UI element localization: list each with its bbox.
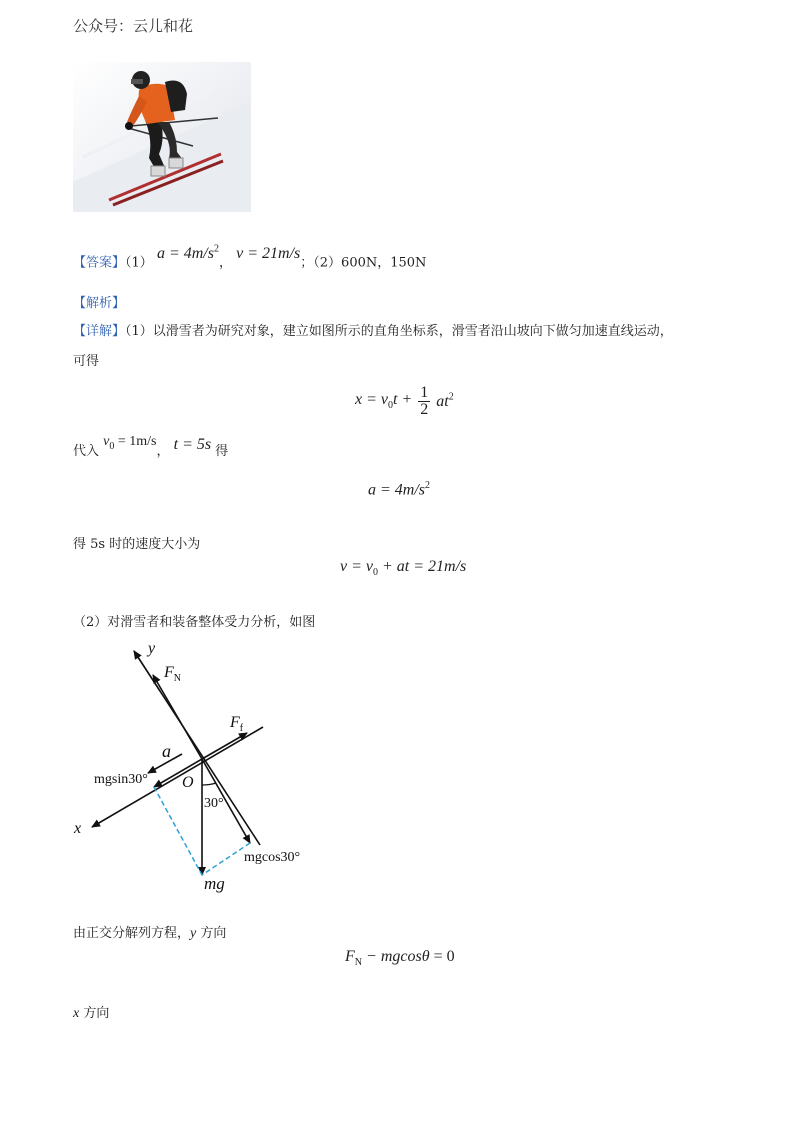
detail-tag: 【详解】 xyxy=(73,324,126,339)
friction-label: $F_f$ xyxy=(230,714,244,734)
normal-force-label: $F_N$ xyxy=(164,664,182,684)
detail-line-4: （2）对滑雪者和装备整体受力分析，如图 xyxy=(73,615,316,630)
equation-acceleration: $a = 4m/s^2$ xyxy=(368,480,431,499)
origin-label: O xyxy=(182,774,194,791)
detail-line-1: 【详解】（1）以滑雪者为研究对象，建立如图所示的直角坐标系，滑雪者沿山坡向下做匀加速直线运动， xyxy=(73,324,673,339)
answer-part2-value: 600N，150N xyxy=(341,255,427,271)
normal-force-arrow xyxy=(153,675,202,759)
friction-arrow xyxy=(202,733,247,759)
substitute-line: 代入 $v_0 = 1m/s$， t = 5s 得 xyxy=(73,434,229,459)
equation-velocity: $v = v_0$ + at = 21m/s xyxy=(340,558,467,579)
answer-part1-label: （1） xyxy=(125,255,153,271)
answer-velocity-eq: v = 21m/s xyxy=(236,245,301,263)
detail-line-6: x 方向 xyxy=(73,1006,110,1021)
detail-line-5: 由正交分解列方程，y 方向 xyxy=(73,926,227,941)
answer-accel-eq: $a = 4m/s^2$ xyxy=(156,244,219,263)
mgsin-arrow xyxy=(154,759,202,787)
answer-part2-label: （2） xyxy=(313,255,342,271)
x-axis-label: x xyxy=(74,820,82,837)
mgsin-label: mgsin30° xyxy=(94,772,148,787)
detail-line-3: 得 5s 时的速度大小为 xyxy=(73,537,201,552)
acceleration-label: a xyxy=(162,741,171,761)
analysis-tag: 【解析】 xyxy=(73,296,126,311)
gravity-label: mg xyxy=(204,874,225,893)
angle-label: 30° xyxy=(204,796,224,811)
page-header: 公众号：云儿和花 xyxy=(73,17,194,35)
answer-tag: 【答案】 xyxy=(73,255,126,271)
skier-photo xyxy=(73,62,251,212)
mgcos-label: mgcos30° xyxy=(244,850,301,865)
answer-line: 【答案】（1） $a = 4m/s^2$， v = 21m/s；（2）600N，150N xyxy=(73,244,427,271)
equation-normal-force: $F_N - mgcos\theta = 0$ xyxy=(345,948,455,969)
force-diagram xyxy=(70,635,330,895)
equation-displacement: $x = v_0t$ + $\frac{1}{2}$ $at^2$ xyxy=(355,384,454,418)
detail-line-2: 可得 xyxy=(73,354,100,369)
y-axis-label: y xyxy=(148,640,156,657)
